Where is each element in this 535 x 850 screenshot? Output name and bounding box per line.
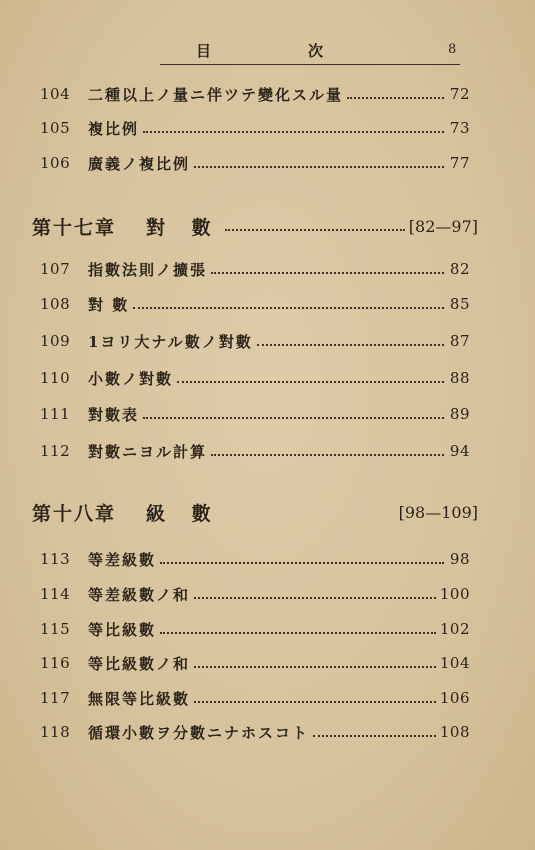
chapter-page-range: [98—109] <box>398 502 478 522</box>
toc-entry[interactable] <box>40 80 470 108</box>
entry-number: 109 <box>40 332 71 350</box>
entry-number: 107 <box>40 260 71 278</box>
leader-dots <box>194 595 436 599</box>
leader-dots <box>313 733 436 737</box>
entry-title: 等比級數 <box>88 620 157 639</box>
entry-number: 111 <box>40 405 71 423</box>
entry-page: 89 <box>449 405 470 423</box>
chapter-label: 第十八章 <box>32 502 117 525</box>
chapter-heading[interactable] <box>32 496 478 528</box>
entry-number: 105 <box>40 119 71 137</box>
entry-page: 106 <box>439 689 470 707</box>
entry-page: 88 <box>449 369 470 387</box>
entry-page: 77 <box>449 154 470 172</box>
toc-entry[interactable] <box>40 290 470 318</box>
toc-entry[interactable] <box>40 114 470 142</box>
leader-dots <box>160 630 436 634</box>
entry-page: 108 <box>439 723 470 741</box>
chapter-title: 對 數 <box>146 216 221 239</box>
entry-page: 102 <box>439 620 470 638</box>
toc-entry[interactable] <box>40 255 470 283</box>
chapter-page-range: [82—97] <box>408 216 478 236</box>
header-title-right: 次 <box>308 42 324 60</box>
entry-number: 114 <box>40 585 71 603</box>
entry-page: 104 <box>439 654 470 672</box>
entry-page: 98 <box>449 550 470 568</box>
leader-dots <box>143 415 444 419</box>
toc-entry[interactable] <box>40 580 470 608</box>
leader-dots <box>257 342 444 346</box>
toc-entry[interactable] <box>40 545 470 573</box>
entry-number: 116 <box>40 654 71 672</box>
entry-title: 指數法則ノ擴張 <box>88 260 208 279</box>
entry-page: 72 <box>449 85 470 103</box>
entry-title: 等比級數ノ和 <box>88 654 191 673</box>
entry-title: 複比例 <box>88 119 140 138</box>
toc-entry[interactable] <box>40 684 470 712</box>
entry-number: 118 <box>40 723 71 741</box>
leader-dots <box>347 95 444 99</box>
entry-page: 85 <box>449 295 470 313</box>
entry-page: 82 <box>449 260 470 278</box>
leader-dots <box>177 379 444 383</box>
entry-number: 104 <box>40 85 71 103</box>
entry-number: 113 <box>40 550 71 568</box>
toc-entry[interactable] <box>40 327 470 355</box>
leader-dots <box>160 560 444 564</box>
entry-number: 108 <box>40 295 71 313</box>
leader-dots <box>211 452 444 456</box>
leader-dots <box>143 129 444 133</box>
entry-number: 117 <box>40 689 71 707</box>
entry-title: 無限等比級數 <box>88 689 191 708</box>
leader-dots <box>225 229 405 231</box>
toc-entry[interactable] <box>40 649 470 677</box>
chapter-label: 第十七章 <box>32 216 117 239</box>
entry-title: 等差級數ノ和 <box>88 585 191 604</box>
entry-title: 小數ノ對數 <box>88 369 174 388</box>
leader-dots <box>211 270 444 274</box>
entry-number: 110 <box>40 369 71 387</box>
leader-dots <box>194 664 436 668</box>
entry-page: 100 <box>439 585 470 603</box>
running-header <box>160 38 460 65</box>
chapter-heading[interactable] <box>32 210 478 242</box>
entry-page: 94 <box>449 442 470 460</box>
leader-dots <box>194 164 444 168</box>
toc-entry[interactable] <box>40 718 470 746</box>
entry-title: 二種以上ノ量ニ伴ツテ變化スル量 <box>88 85 344 104</box>
entry-title: 等差級數 <box>88 550 157 569</box>
entry-number: 112 <box>40 442 71 460</box>
entry-title: 對 數 <box>88 295 130 314</box>
entry-number: 115 <box>40 620 71 638</box>
header-title-left: 目 <box>196 42 212 60</box>
toc-entry[interactable] <box>40 400 470 428</box>
entry-title: 對數ニヨル計算 <box>88 442 208 461</box>
toc-entry[interactable] <box>40 364 470 392</box>
entry-title: 對數表 <box>88 405 140 424</box>
entry-page: 87 <box>449 332 470 350</box>
entry-title: 廣義ノ複比例 <box>88 154 191 173</box>
header-page-number: 8 <box>448 42 457 57</box>
toc-entry[interactable] <box>40 149 470 177</box>
chapter-title: 級 數 <box>146 502 221 525</box>
entry-title: 循環小數ヲ分數ニナホスコト <box>88 723 310 742</box>
entry-number: 106 <box>40 154 71 172</box>
entry-page: 73 <box>449 119 470 137</box>
entry-title: 1ヨリ大ナル數ノ對數 <box>88 332 253 351</box>
toc-entry[interactable] <box>40 615 470 643</box>
toc-entry[interactable] <box>40 437 470 465</box>
leader-dots <box>194 699 436 703</box>
leader-dots <box>133 305 444 309</box>
